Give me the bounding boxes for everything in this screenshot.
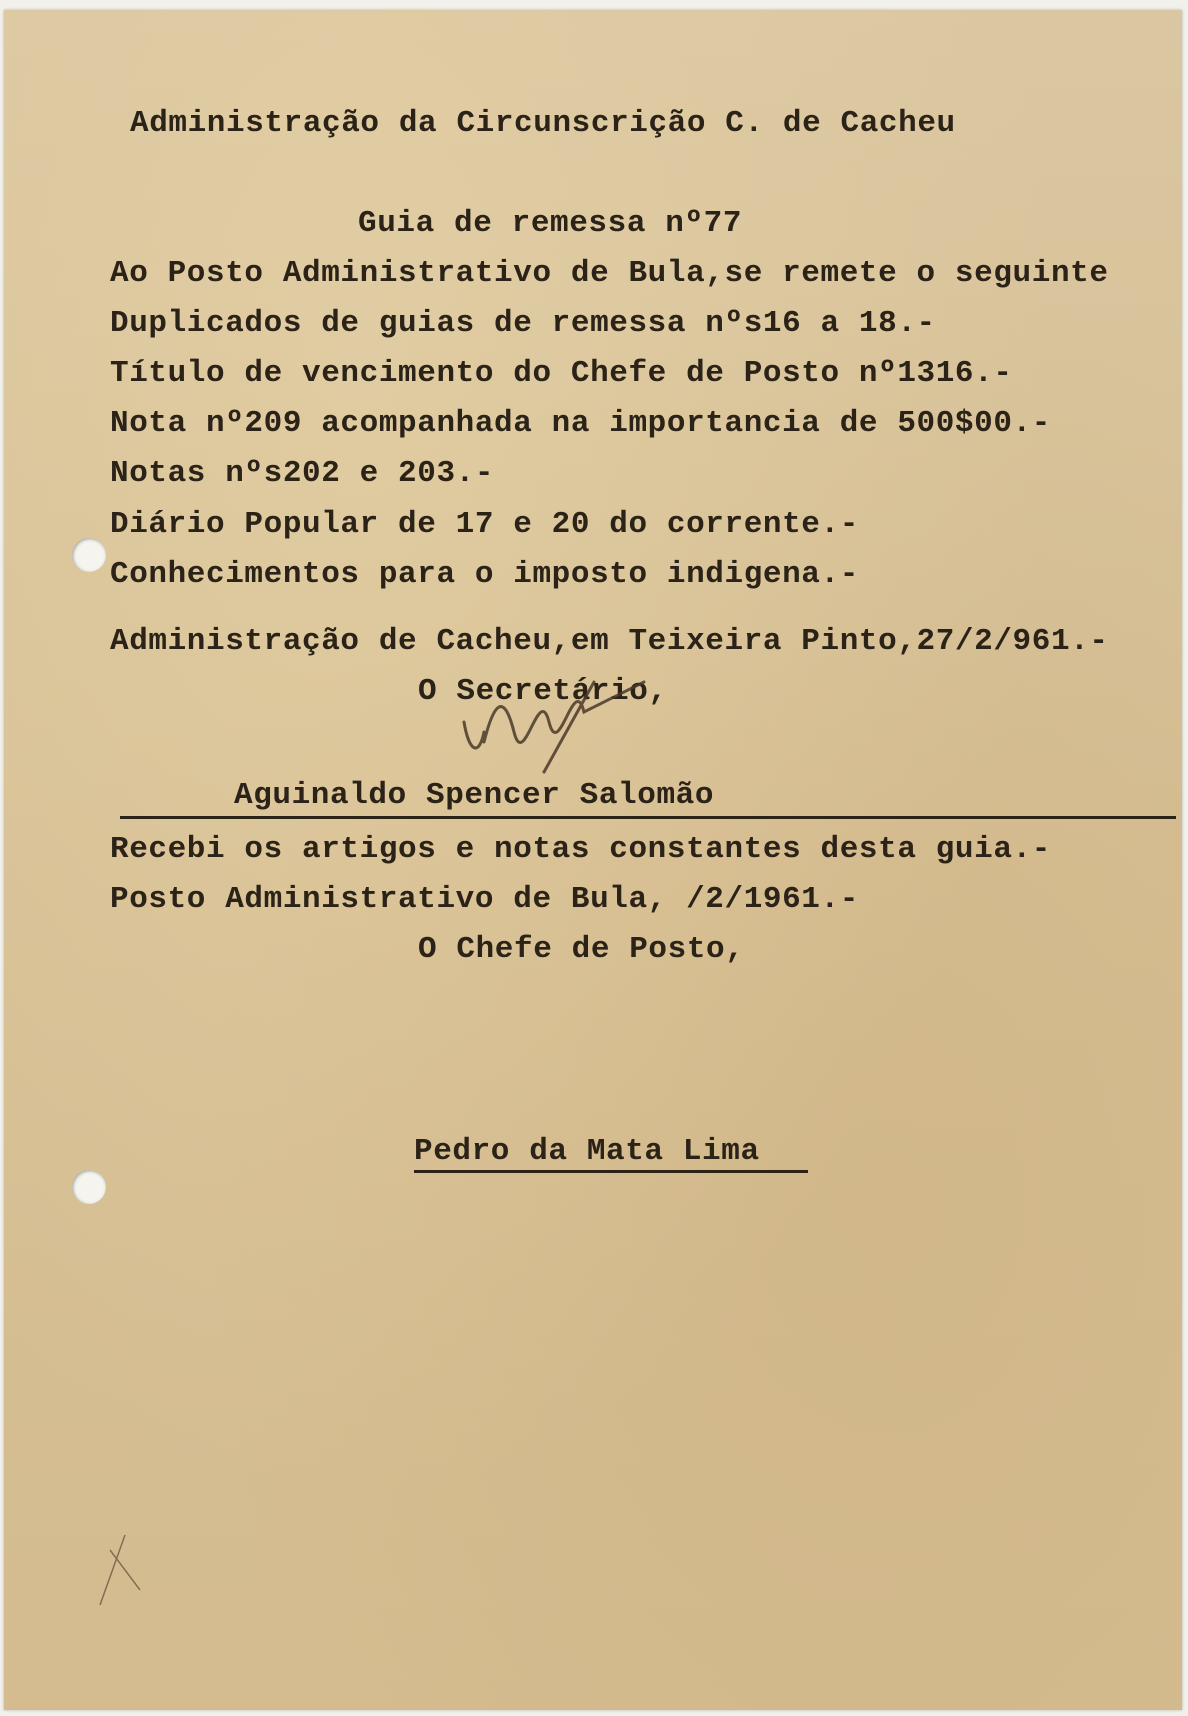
chief-signature-line: [414, 1170, 808, 1173]
margin-pencil-marks: [90, 1530, 150, 1610]
chief-title: O Chefe de Posto,: [418, 932, 745, 967]
body-line-7: Conhecimentos para o imposto indigena.-: [110, 557, 859, 592]
receipt-place-date: Posto Administrativo de Bula, /2/1961.-: [110, 882, 859, 917]
secretary-title: O Secretário,: [418, 674, 668, 709]
receipt-line: Recebi os artigos e notas constantes desta guia.-: [110, 832, 1051, 867]
document-title: Guia de remessa nº77: [358, 206, 743, 241]
place-date: Administração de Cacheu,em Teixeira Pinto,27/2/961.-: [110, 624, 1109, 659]
body-line-2: Duplicados de guias de remessa nºs16 a 18.-: [110, 306, 936, 341]
body-line-5: Notas nºs202 e 203.-: [110, 456, 495, 491]
body-line-1: Ao Posto Administrativo de Bula,se remete o seguinte: [110, 256, 1109, 291]
punch-hole-top: [72, 538, 106, 572]
body-line-4: Nota nº209 acompanhada na importancia de 500$00.-: [110, 406, 1051, 441]
secretary-signature-line: [120, 816, 1176, 819]
chief-name: Pedro da Mata Lima: [414, 1134, 760, 1169]
secretary-name: Aguinaldo Spencer Salomão: [234, 778, 715, 813]
handwritten-signature: [444, 662, 674, 782]
document-page: [4, 10, 1182, 1710]
document-header: Administração da Circunscrição C. de Cacheu: [130, 106, 956, 141]
punch-hole-bottom: [72, 1170, 106, 1204]
body-line-3: Título de vencimento do Chefe de Posto nº1316.-: [110, 356, 1013, 391]
body-line-6: Diário Popular de 17 e 20 do corrente.-: [110, 507, 859, 542]
